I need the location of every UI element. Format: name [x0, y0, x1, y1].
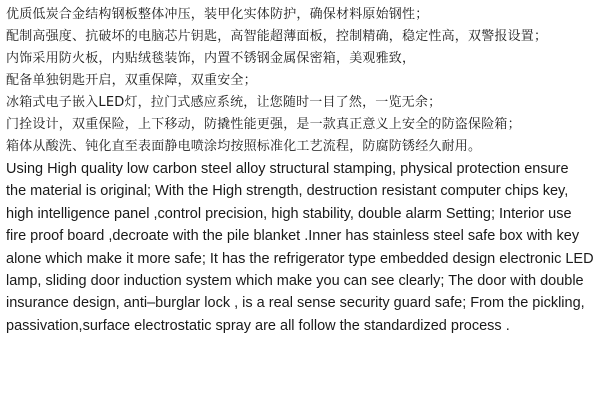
english-line-5: alone which make it more safe; It has the refrigerator type embedded design electronic LED — [6, 250, 594, 267]
chinese-line-7: 箱体从酸洗、钝化直至表面静电喷涂均按照标准化工艺流程，防腐防锈经久耐用。 — [6, 139, 482, 154]
chinese-line-1: 优质低炭合金结构钢板整体冲压，装甲化实体防护，确保材料原始钢性； — [6, 7, 429, 22]
english-line-7: insurance design, anti–burglar lock , is a real sense security guard safe; From the pickling, — [6, 295, 585, 312]
english-line-3: high intelligence panel ,control precision, high stability, double alarm Setting; Interior use — [6, 205, 572, 222]
english-line-8: passivation,surface electrostatic spray are all follow the standardized process . — [6, 317, 510, 334]
chinese-line-4: 配备单独钥匙开启，双重保障，双重安全； — [6, 73, 257, 88]
chinese-line-3: 内饰采用防火板，内贴绒毯装饰，内置不锈钢金属保密箱，美观雅致， — [6, 51, 416, 66]
chinese-description — [6, 4, 598, 158]
chinese-line-2: 配制高强度、抗破坏的电脑芯片钥匙，高智能超薄面板，控制精确，稳定性高，双警报设置； — [6, 29, 548, 44]
english-line-4: fire proof board ,decroate with the pile blanket .Inner has stainless steel safe box with key — [6, 228, 580, 245]
chinese-line-6: 门拴设计，双重保险，上下移动，防撬性能更强，是一款真正意义上安全的防盗保险箱； — [6, 117, 521, 132]
english-description — [6, 158, 598, 337]
english-line-1: Using High quality low carbon steel alloy structural stamping, physical protection ensure — [6, 161, 569, 177]
product-description-document — [6, 4, 598, 396]
english-line-6: lamp, sliding door induction system which make you can see clearly; The door with double — [6, 272, 584, 289]
chinese-line-5: 冰箱式电子嵌入LED灯，拉门式感应系统，让您随时一目了然，一览无余； — [6, 95, 442, 110]
english-line-2: the material is original; With the High strength, destruction resistant computer chips key, — [6, 183, 569, 200]
